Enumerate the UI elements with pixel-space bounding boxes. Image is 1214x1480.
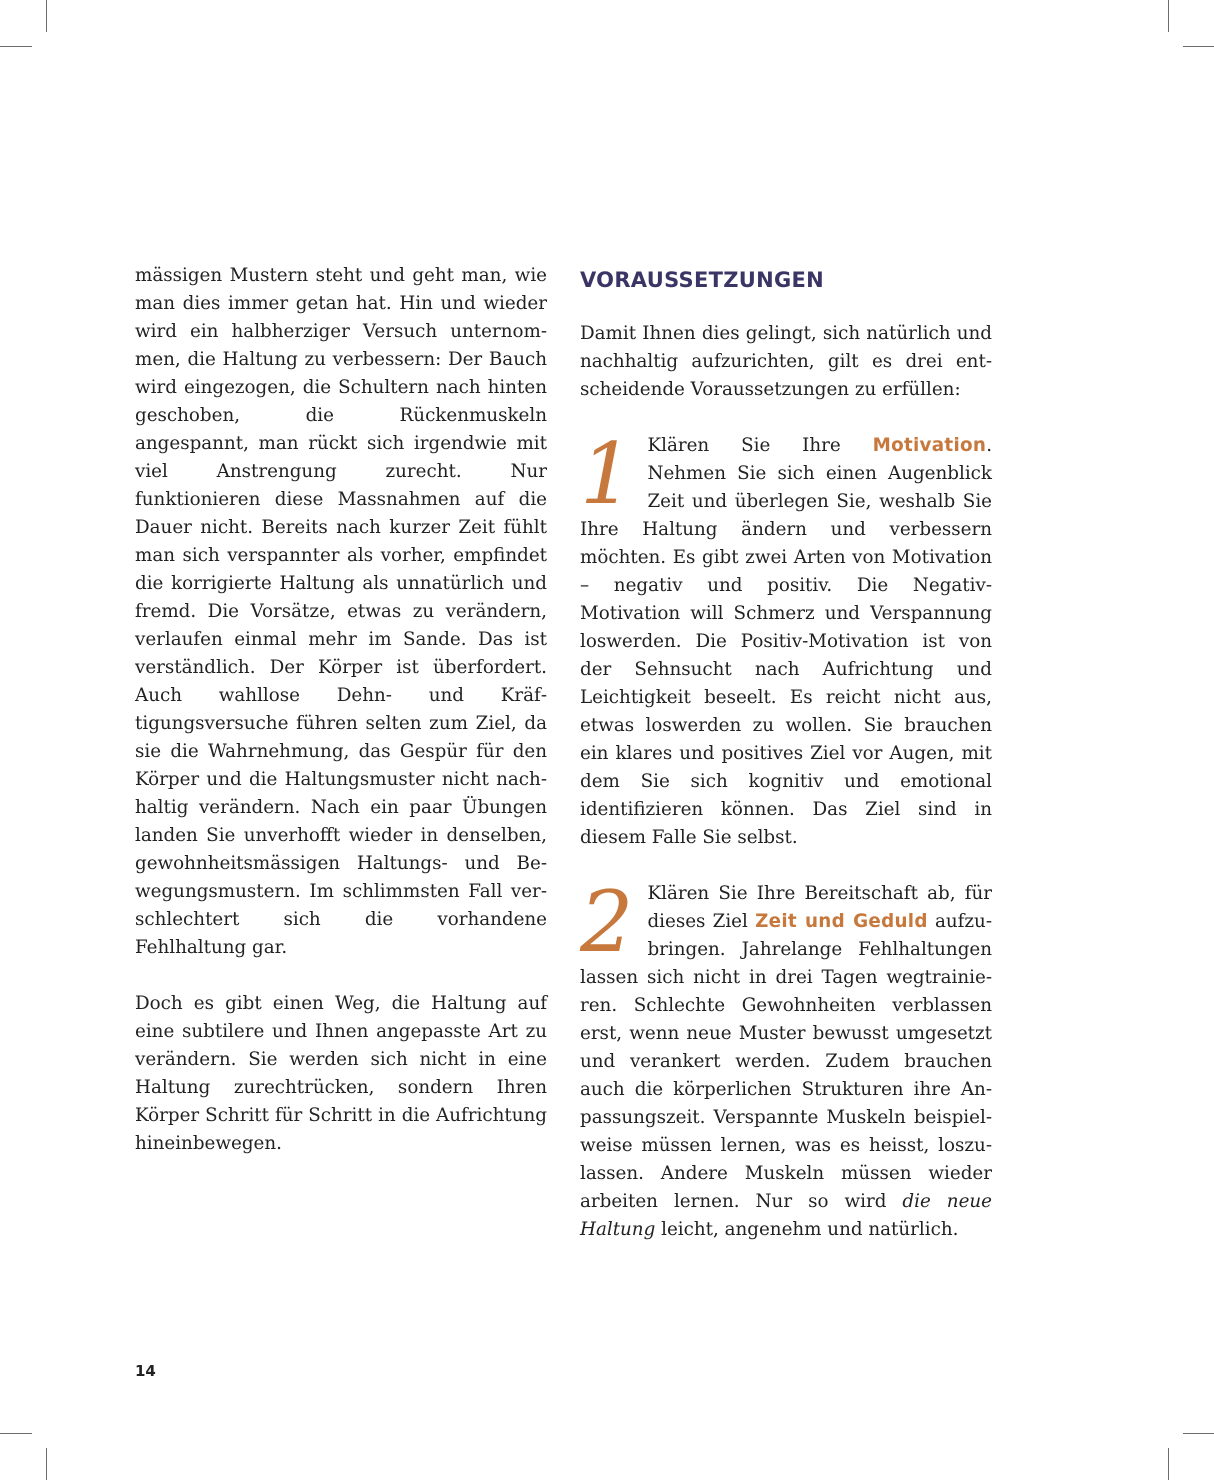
crop-mark-top-left-horizontal — [0, 46, 32, 47]
left-column — [135, 262, 547, 1158]
left-paragraph-2: Doch es gibt einen Weg, die Haltung auf eine subtilere und Ihnen angepasste Art zu verändern. Sie werden sich nicht in eine Haltung zurechtrücken, sondern Ihren Körper Schritt für Schritt in die Aufrichtung hineinbewegen. — [135, 993, 547, 1154]
left-paragraph-1: mässigen Mustern steht und geht man, wie man dies immer getan hat. Hin und wieder wird ein halbherziger Versuch unternommen, die Haltung zu verbessern: Der Bauch wird eingezogen, die Schultern nach hinten geschoben, die Rückenmuskeln angespannt, man rückt sich irgendwie mit viel Anstrengung zurecht. Nur funktionieren diese Massnahmen auf die Dauer nicht. Bereits nach kurzer Zeit fühlt man sich verspannter als vorher, empfindet die korrigierte Haltung als unnatürlich und fremd. Die Vorsätze, etwas zu verändern, verlaufen einmal mehr im Sande. Das ist verständlich. Der Körper ist überfordert. Auch wahllose Dehn- und Kräftigungsversuche führen selten zum Ziel, da sie die Wahrnehmung, das Gespür für den Körper und die Haltungsmuster nicht nachhaltig verändern. Nach ein paar Übungen landen Sie unverhofft wieder in denselben, gewohnheitsmässigen Haltungs- und Bewegungsmustern. Im schlimmsten Fall verschlechtert sich die vorhandene Fehlhaltung gar. — [135, 265, 547, 958]
item-1-text-rest: . Nehmen Sie sich einen Augenblick Zeit und überlegen Sie, weshalb Sie Ihre Haltung ändern und verbessern möchten. Es gibt zwei Arten von Motivation – negativ und positiv. Die Negativ-Motivation will Schmerz und Verspannung loswerden. Die Positiv-Motivation ist von der Sehnsucht nach Aufrichtung und Leichtigkeit beseelt. Es reicht nicht aus, etwas loswerden zu wollen. Sie brauchen ein klares und positives Ziel vor Augen, mit dem Sie sich kognitiv und emotional identifizieren können. Das Ziel sind in diesem Falle Sie selbst. — [580, 435, 992, 848]
item-2-highlight: Zeit und Geduld — [755, 911, 928, 932]
right-column — [580, 262, 992, 1244]
crop-mark-bottom-left-horizontal — [0, 1433, 32, 1434]
crop-mark-top-left-vertical — [46, 0, 47, 32]
crop-mark-bottom-left-vertical — [46, 1448, 47, 1480]
page-number: 14 — [135, 1362, 156, 1380]
crop-mark-bottom-right-vertical — [1168, 1448, 1169, 1480]
requirement-item-1 — [580, 425, 992, 852]
item-number-1: 1 — [580, 425, 634, 523]
item-1-text-start: Klären Sie Ihre — [647, 435, 873, 456]
requirement-item-2 — [580, 873, 992, 1244]
crop-mark-bottom-right-horizontal — [1183, 1433, 1214, 1434]
crop-mark-top-right-horizontal — [1183, 46, 1214, 47]
section-heading: VORAUSSETZUNGEN — [580, 268, 825, 292]
item-2-text-end: leicht, angenehm und natürlich. — [655, 1219, 959, 1240]
item-2-text-middle: aufzubringen. Jahrelange Fehlhaltungen lassen sich nicht in drei Tagen wegtrainieren. Schlechte Gewohnheiten verblassen erst, wenn neue Muster bewusst umgesetzt und verankert werden. Zudem brauchen auch die körperlichen Strukturen ihre Anpassungszeit. Verspannte Muskeln beispielweise müssen lernen, was es heisst, loszulassen. Andere Muskeln müssen wieder arbeiten lernen. Nur so wird — [580, 911, 992, 1212]
item-1-highlight: Motivation — [872, 435, 987, 456]
item-2-italic: die neue Haltung — [580, 1191, 992, 1240]
crop-mark-top-right-vertical — [1168, 0, 1169, 32]
item-2-text-start: Klären Sie Ihre Bereitschaft ab, für dieses Ziel — [647, 883, 992, 932]
item-number-2: 2 — [580, 873, 634, 971]
intro-paragraph: Damit Ihnen dies gelingt, sich natürlich und nachhaltig aufzurichten, gilt es drei entscheidende Voraussetzungen zu erfüllen: — [580, 323, 992, 400]
